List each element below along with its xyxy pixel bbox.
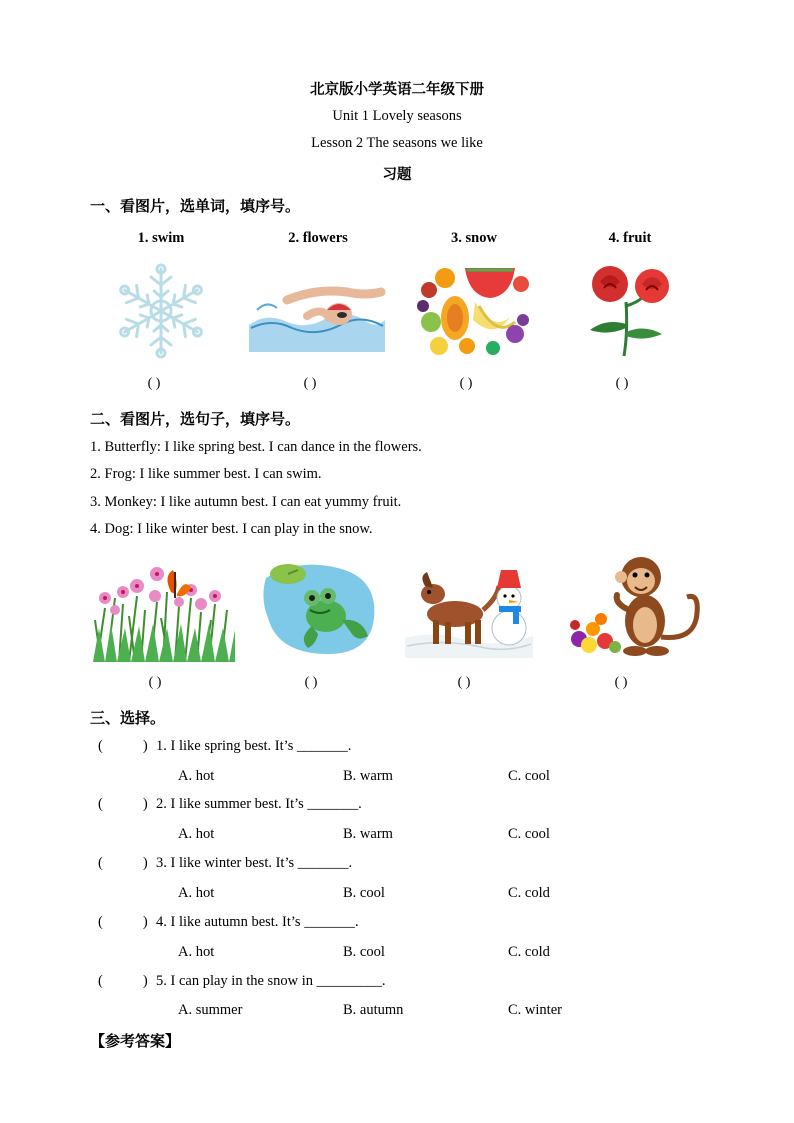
question-3-text: 3. I like winter best. It’s _______.: [156, 855, 353, 871]
q4-option-b[interactable]: B. cool: [343, 944, 385, 960]
section1-heading: 一、看图片，选单词，填序号。: [90, 199, 301, 215]
answer-paren-4[interactable]: ( ): [98, 914, 148, 930]
q5-option-c[interactable]: C. winter: [508, 1002, 562, 1018]
q3-option-b[interactable]: B. cool: [343, 885, 385, 901]
lesson-title: Lesson 2 The seasons we like: [311, 135, 483, 151]
answer-paren-5[interactable]: ( ): [98, 973, 148, 989]
q4-option-a[interactable]: A. hot: [178, 944, 215, 960]
question-5: [98, 973, 386, 990]
sentence-butterfly: 1. Butterfly: I like spring best. I can dance in the flowers.: [90, 439, 422, 455]
question-3: [98, 855, 352, 872]
swimmer-icon: [247, 270, 387, 352]
q4-option-c[interactable]: C. cold: [508, 944, 550, 960]
dog-snowman-icon: [405, 558, 533, 658]
q5-option-b[interactable]: B. autumn: [343, 1002, 404, 1018]
q2-option-b[interactable]: B. warm: [343, 826, 393, 842]
answers-heading: 【参考答案】: [90, 1034, 181, 1050]
sentence-frog: 2. Frog: I like summer best. I can swim.: [90, 466, 322, 482]
answer-blank-2[interactable]: ( ): [303, 376, 317, 391]
q3-option-c[interactable]: C. cold: [508, 885, 550, 901]
rose-icon: [586, 262, 678, 358]
picture-blank-4[interactable]: ( ): [614, 675, 628, 690]
unit-title: Unit 1 Lovely seasons: [332, 108, 462, 124]
sentence-monkey: 3. Monkey: I like autumn best. I can eat yummy fruit.: [90, 494, 402, 510]
word-snow: 3. snow: [451, 230, 497, 246]
fruit-pile-icon: [415, 262, 535, 358]
question-2-text: 2. I like summer best. It’s _______.: [156, 796, 362, 812]
answer-blank-3[interactable]: ( ): [459, 376, 473, 391]
question-5-text: 5. I can play in the snow in _________.: [156, 973, 386, 989]
q2-option-a[interactable]: A. hot: [178, 826, 215, 842]
section3-heading: 三、选择。: [90, 711, 166, 727]
picture-blank-2[interactable]: ( ): [304, 675, 318, 690]
butterfly-flowers-icon: [93, 558, 235, 662]
picture-blank-1[interactable]: ( ): [148, 675, 162, 690]
question-1: [98, 738, 351, 755]
sentence-dog: 4. Dog: I like winter best. I can play in the snow.: [90, 521, 373, 537]
word-flowers: 2. flowers: [288, 230, 348, 246]
answer-paren-2[interactable]: ( ): [98, 796, 148, 812]
answer-blank-1[interactable]: ( ): [147, 376, 161, 391]
question-2: [98, 796, 362, 813]
answer-paren-3[interactable]: ( ): [98, 855, 148, 871]
word-swim: 1. swim: [137, 230, 185, 246]
q1-option-a[interactable]: A. hot: [178, 768, 215, 784]
answer-blank-4[interactable]: ( ): [615, 376, 629, 391]
monkey-fruit-icon: [565, 553, 703, 659]
q5-option-a[interactable]: A. summer: [178, 1002, 243, 1018]
section2-heading: 二、看图片，选句子，填序号。: [90, 412, 301, 428]
q1-option-b[interactable]: B. warm: [343, 768, 393, 784]
frog-icon: [258, 558, 380, 658]
q1-option-c[interactable]: C. cool: [508, 768, 550, 784]
q2-option-c[interactable]: C. cool: [508, 826, 550, 842]
exercise-label: 习题: [382, 167, 412, 183]
snowflake-icon: [113, 263, 209, 359]
word-fruit: 4. fruit: [608, 230, 652, 246]
question-4-text: 4. I like autumn best. It’s _______.: [156, 914, 359, 930]
question-4: [98, 914, 359, 931]
answer-paren-1[interactable]: ( ): [98, 738, 148, 754]
picture-blank-3[interactable]: ( ): [457, 675, 471, 690]
question-1-text: 1. I like spring best. It’s _______.: [156, 738, 352, 754]
document-title: 北京版小学英语二年级下册: [310, 82, 484, 98]
q3-option-a[interactable]: A. hot: [178, 885, 215, 901]
